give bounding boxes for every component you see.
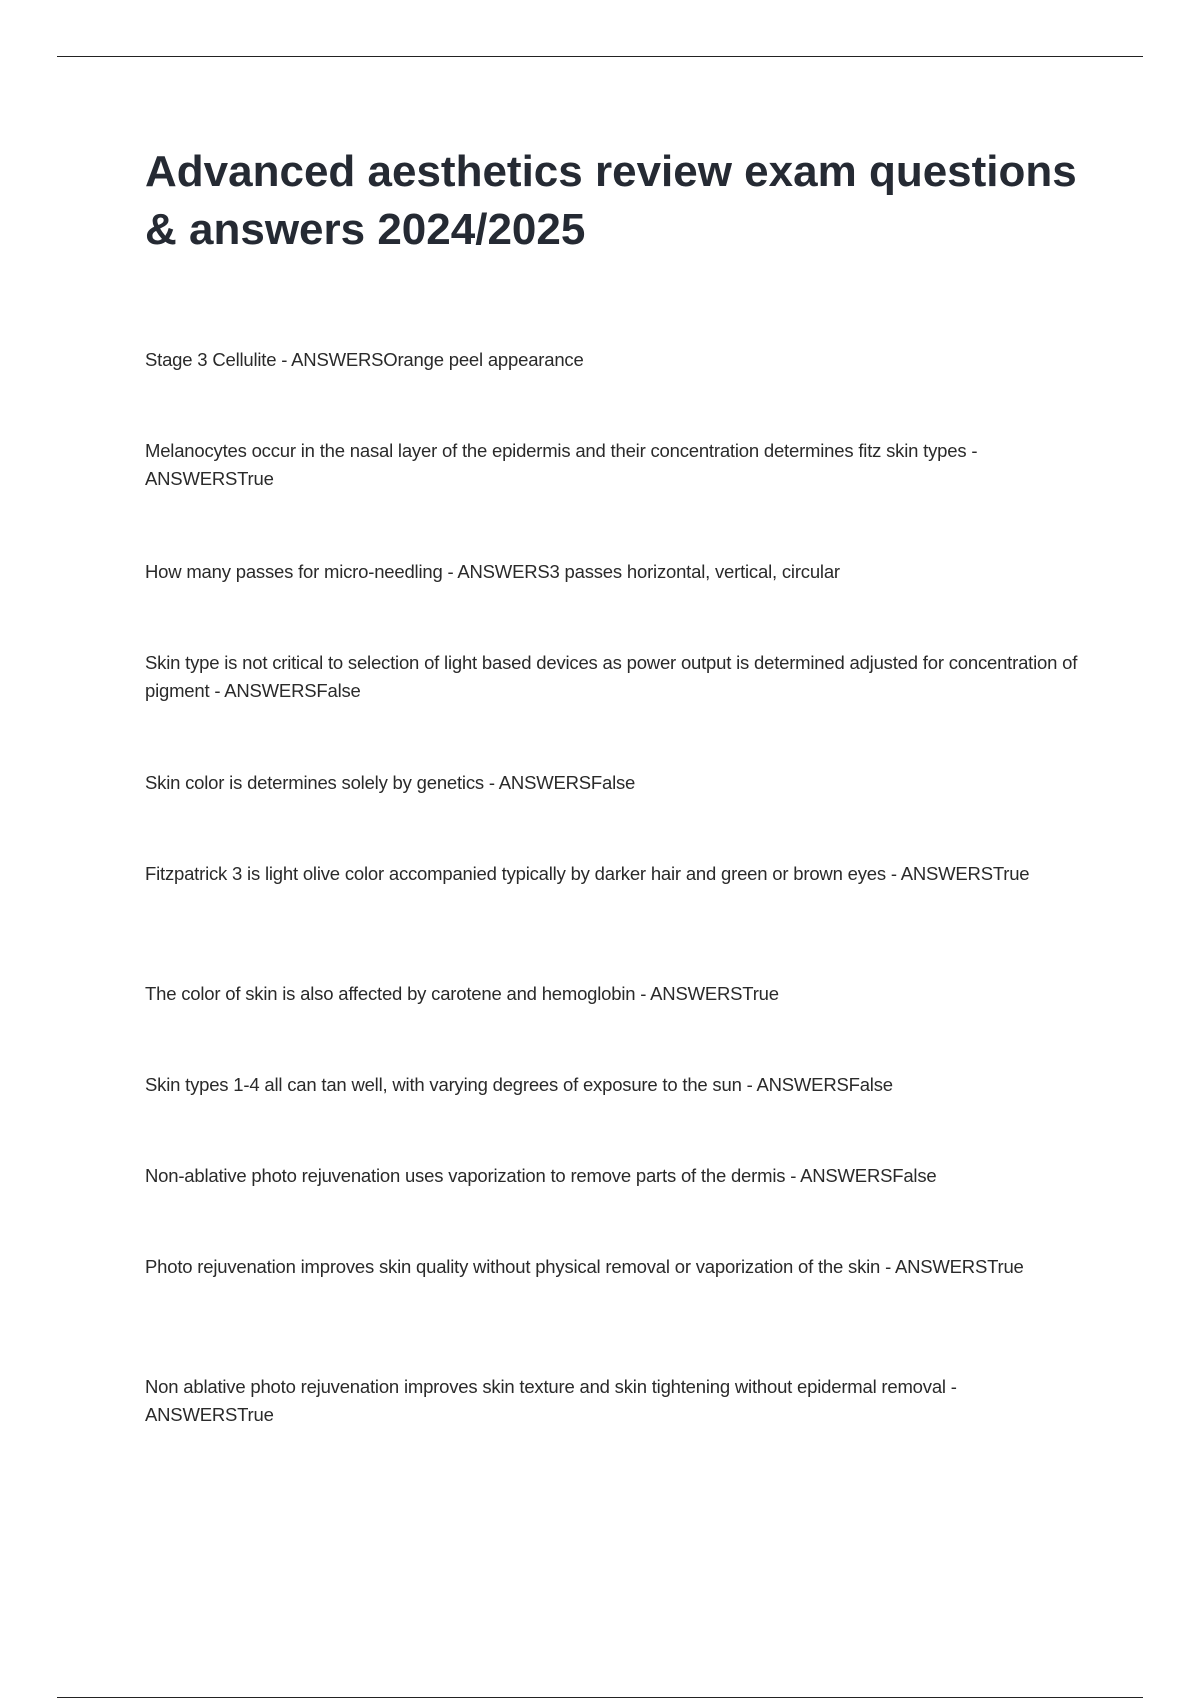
bottom-divider (57, 1697, 1143, 1698)
qa-item: Stage 3 Cellulite - ANSWERSOrange peel appearance (145, 349, 584, 370)
qa-item: The color of skin is also affected by carotene and hemoglobin - ANSWERSTrue (145, 983, 779, 1004)
qa-item: Skin color is determines solely by genetics - ANSWERSFalse (145, 772, 636, 793)
qa-item: How many passes for micro-needling - ANSWERS3 passes horizontal, vertical, circular (145, 561, 840, 582)
qa-item: Non ablative photo rejuvenation improves skin texture and skin tightening without epidermal removal - ANSWERSTrue (145, 1376, 957, 1425)
page-title: Advanced aesthetics review exam questions & answers 2024/2025 (145, 147, 1077, 254)
qa-item: Skin type is not critical to selection of light based devices as power output is determined adjusted for concentration of pigment - ANSWERSFalse (145, 652, 1078, 701)
qa-item: Photo rejuvenation improves skin quality without physical removal or vaporization of the skin - ANSWERSTrue (145, 1256, 1024, 1277)
qa-item: Non-ablative photo rejuvenation uses vaporization to remove parts of the dermis - ANSWERSFalse (145, 1165, 937, 1186)
qa-item: Fitzpatrick 3 is light olive color accompanied typically by darker hair and green or brown eyes - ANSWERSTrue (145, 863, 1030, 884)
qa-item: Melanocytes occur in the nasal layer of the epidermis and their concentration determines fitz skin types - ANSWERSTrue (145, 440, 978, 489)
qa-item: Skin types 1-4 all can tan well, with varying degrees of exposure to the sun - ANSWERSFalse (145, 1074, 893, 1095)
top-divider (57, 56, 1143, 57)
